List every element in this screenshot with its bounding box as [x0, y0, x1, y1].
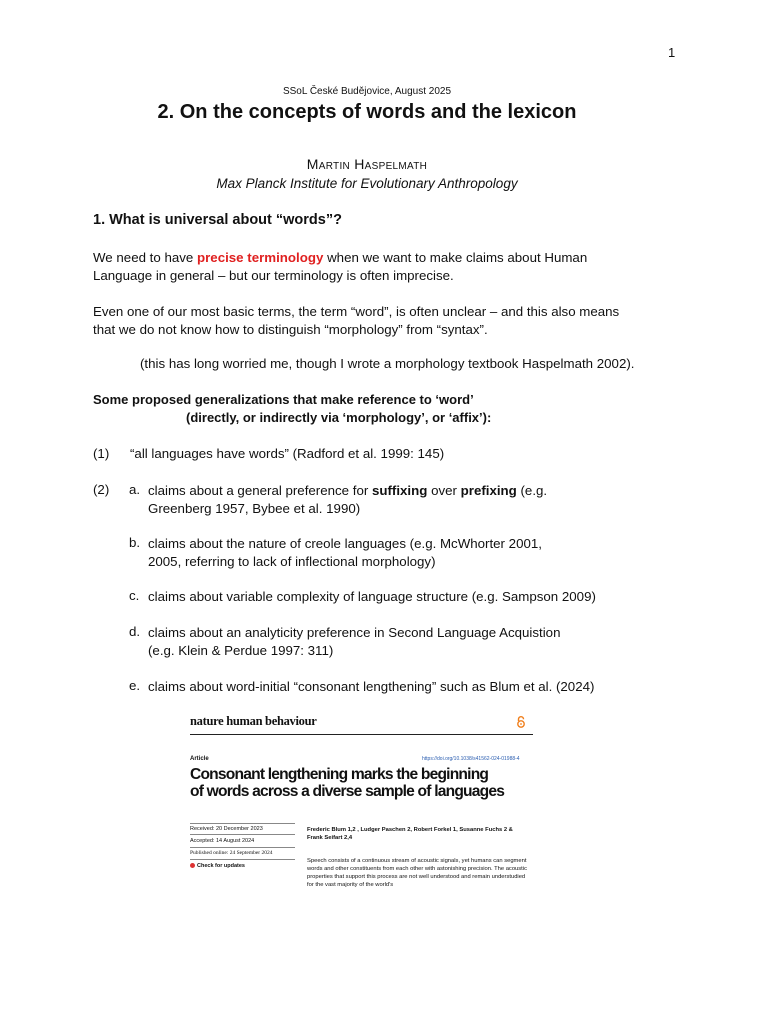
item-d-line2: (e.g. Klein & Perdue 1997: 311)	[148, 643, 334, 658]
item-d-line1: claims about an analyticity preference in Second Language Acquistion	[148, 625, 561, 640]
authors-line1: Frederic Blum 1,2 , Ludger Paschen 2, Robert Forkel 1, Susanne Fuchs 2 &	[307, 827, 513, 833]
article-title-line2: of words across a diverse sample of languages	[190, 783, 505, 800]
article-title	[190, 766, 533, 800]
check-updates-label: Check for updates	[197, 863, 245, 869]
venue-line: SSoL České Budějovice, August 2025	[282, 86, 452, 97]
item-e-text: claims about word-initial “consonant lengthening” such as Blum et al. (2024)	[148, 679, 595, 694]
generalizations-subheading: (directly, or indirectly via ‘morphology’, or ‘affix’):	[186, 410, 492, 425]
item-a-text	[148, 482, 648, 518]
meta-divider	[190, 823, 295, 824]
item-a-mid: over	[427, 483, 461, 498]
paragraph-terminology	[93, 249, 663, 285]
example-2-number: (2)	[93, 482, 110, 497]
meta-divider	[190, 847, 295, 848]
check-updates-icon	[190, 863, 195, 868]
check-for-updates-button[interactable]	[190, 863, 245, 869]
section-heading: 1. What is universal about “words”?	[93, 212, 342, 228]
item-d-letter: d.	[129, 624, 141, 639]
published-date: Published online: 24 September 2024	[190, 850, 273, 856]
item-c-text: claims about variable complexity of language structure (e.g. Sampson 2009)	[148, 589, 596, 604]
generalizations-heading: Some proposed generalizations that make reference to ‘word’	[93, 392, 474, 407]
meta-divider	[190, 859, 295, 860]
paragraph-word-unclear	[93, 303, 693, 339]
journal-header-rule	[190, 734, 533, 735]
document-title: 2. On the concepts of words and the lexicon	[157, 101, 577, 123]
example-1-text: “all languages have words” (Radford et al. 1999: 145)	[130, 446, 445, 461]
item-b-line2: 2005, referring to lack of inflectional morphology)	[148, 554, 436, 569]
highlight-precise-terminology: precise terminology	[197, 250, 324, 265]
item-a-letter: a.	[129, 482, 141, 497]
page-number: 1	[668, 45, 676, 60]
item-a-suffixing: suffixing	[371, 483, 428, 498]
item-b-text	[148, 535, 648, 571]
article-label: Article	[190, 756, 209, 762]
article-title-line1: Consonant lengthening marks the beginning	[190, 766, 489, 783]
item-a-pre: claims about a general preference for	[148, 483, 372, 498]
article-authors	[307, 826, 533, 842]
open-access-icon	[516, 716, 526, 728]
para2-line2: that we do not know how to distinguish “morphology” from “syntax”.	[93, 322, 488, 337]
item-b-line1: claims about the nature of creole languages (e.g. McWhorter 2001,	[148, 536, 542, 551]
article-doi-link[interactable]: https://doi.org/10.1038/s41562-024-01988-4	[422, 756, 520, 762]
author-institution: Max Planck Institute for Evolutionary Anthropology	[216, 176, 518, 191]
article-snippet-figure	[190, 714, 533, 894]
parenthetical-note: (this has long worried me, though I wrote a morphology textbook Haspelmath 2002).	[140, 356, 635, 371]
item-a-line2: Greenberg 1957, Bybee et al. 1990)	[148, 501, 361, 516]
item-a-post: (e.g.	[516, 483, 548, 498]
author-name: Martin Haspelmath	[306, 156, 428, 172]
para1-after: when we want to make claims about Human	[323, 250, 588, 265]
meta-divider	[190, 834, 295, 835]
article-abstract: Speech consists of a continuous stream of acoustic signals, yet humans can segment words and other constituents from each other with astonishing precision. The acoustic properties that support this process are not well understood and remain understudied for the vast majority of the world's	[307, 858, 527, 888]
authors-line2: Frank Seifart 2,4	[307, 835, 353, 841]
item-a-prefixing: prefixing	[460, 483, 517, 498]
accepted-date: Accepted: 14 August 2024	[190, 838, 255, 844]
para1-line2: Language in general – but our terminology is often imprecise.	[93, 268, 454, 283]
item-c-letter: c.	[129, 588, 140, 603]
para2-line1: Even one of our most basic terms, the term “word”, is often unclear – and this also means	[93, 304, 620, 319]
journal-name: nature human behaviour	[190, 714, 317, 728]
item-e-letter: e.	[129, 678, 141, 693]
para1-before: We need to have	[93, 250, 197, 265]
item-b-letter: b.	[129, 535, 141, 550]
item-d-text	[148, 624, 648, 660]
example-1-number: (1)	[93, 446, 110, 461]
received-date: Received: 20 December 2023	[190, 826, 263, 832]
